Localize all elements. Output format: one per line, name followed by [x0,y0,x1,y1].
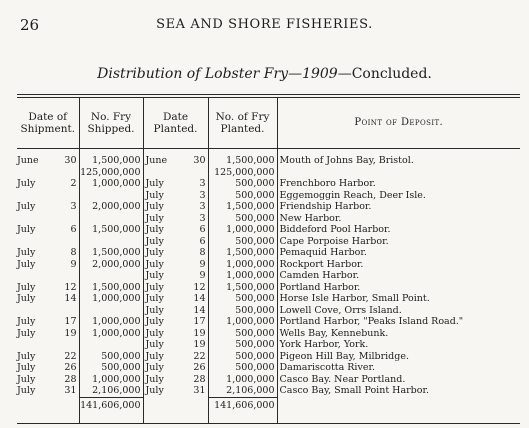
plant-month-cell: July [145,212,164,224]
table-row [17,178,520,190]
deposit-place-cell: Casco Bay, Small Point Harbor. [279,385,429,396]
plant-day-cell: 17 [179,316,208,328]
fry-planted-cell: 1,500,000 [208,247,277,259]
ship-day-cell [57,213,79,225]
ship-month-cell: July [17,178,36,189]
plant-month-cell: July [145,258,164,270]
ship-day-cell [57,339,79,351]
fry-planted-cell: 500,000 [208,351,277,363]
fry-planted-cell: 1,500,000 [208,201,277,213]
ship-day-cell: 31 [57,385,79,397]
fry-planted-cell: 500,000 [208,339,277,351]
totals-blank-cell [17,397,57,423]
totals-blank-cell [57,397,79,423]
table-row [17,213,520,225]
plant-month-cell: July [145,247,164,258]
fry-planted-cell: 500,000 [208,293,277,305]
ship-day-cell [57,190,79,202]
deposit-place-cell: Pemaquid Harbor. [279,247,367,258]
fry-shipped-cell: 500,000 [79,351,143,363]
ship-day-cell [57,236,79,248]
ship-day-cell: 9 [57,259,79,271]
ship-day-cell: 12 [57,282,79,294]
ship-month-cell: July [17,316,36,327]
plant-month-cell: July [145,327,164,339]
fry-planted-cell: 1,000,000 [208,374,277,386]
plant-month-cell: July [145,281,164,293]
ship-month-cell: July [17,362,36,373]
plant-month-cell: July [145,201,164,212]
plant-month-cell: July [145,316,164,327]
ship-month-cell [17,236,57,248]
fry-shipped-cell: 1,000,000 [79,328,143,340]
fry-shipped-cell: 1,000,000 [79,178,143,190]
fry-planted-cell: 1,000,000 [208,224,277,236]
plant-month-cell: June [145,155,168,166]
plant-month-cell: July [145,350,164,362]
ship-day-cell: 3 [57,201,79,213]
plant-month-cell [143,167,179,179]
plant-month-cell: July [145,385,164,396]
table-row [17,236,520,248]
fry-shipped-cell [79,213,143,225]
ship-month-cell [17,190,57,202]
fry-shipped-cell: 2,000,000 [79,201,143,213]
deposit-place-cell: Cape Porpoise Harbor. [279,235,389,247]
plant-day-cell: 26 [179,362,208,374]
table-row [17,305,520,317]
ship-month-cell: July [17,281,36,293]
deposit-place-cell: Biddeford Pool Harbor. [279,224,391,235]
fry-planted-cell: 500,000 [208,213,277,225]
fry-planted-cell: 500,000 [208,236,277,248]
table-row [17,339,520,351]
ship-month-cell: July [17,293,36,304]
header-date-of-shipment: Date of Shipment. [17,98,79,149]
table-row [17,190,520,202]
fry-planted-cell: 2,106,000 [208,385,277,397]
fry-shipped-cell: 1,500,000 [79,149,143,167]
plant-month-cell: July [145,304,164,316]
deposit-place-cell: Portland Harbor, "Peaks Island Road." [279,316,464,327]
totals-row [17,397,520,423]
plant-day-cell: 3 [179,178,208,190]
table-row [17,224,520,236]
ship-month-cell: July [17,224,36,235]
fry-shipped-cell: 1,000,000 [79,316,143,328]
lobster-fry-table [17,94,520,424]
plant-day-cell: 28 [179,374,208,386]
fry-planted-cell: 1,500,000 [208,282,277,294]
deposit-place-cell: Rockport Harbor. [279,258,364,270]
total-fry-planted: 141,606,000 [208,397,277,423]
table-row [17,316,520,328]
fry-shipped-cell [79,190,143,202]
fry-shipped-cell: 1,000,000 [79,293,143,305]
plant-day-cell: 19 [179,328,208,340]
plant-day-cell: 22 [179,351,208,363]
ship-day-cell: 19 [57,328,79,340]
deposit-place-cell: New Harbor. [279,212,342,224]
deposit-place-cell: Portland Harbor. [279,281,361,293]
plant-day-cell: 14 [179,305,208,317]
deposit-place-cell: Casco Bay. Near Portland. [279,373,406,385]
plant-day-cell: 31 [179,385,208,397]
table-caption [0,66,529,82]
plant-month-cell: July [145,178,164,189]
deposit-place-cell: Lowell Cove, Orrs Island. [279,304,402,316]
plant-day-cell [179,167,208,179]
total-fry-shipped: 141,606,000 [79,397,143,423]
deposit-place-cell: Horse Isle Harbor, Small Point. [279,293,430,304]
deposit-place-cell [277,167,520,179]
ship-day-cell: 8 [57,247,79,259]
totals-blank-cell [179,397,208,423]
fry-planted-cell: 1,000,000 [208,316,277,328]
ship-day-cell: 30 [57,149,79,167]
ship-day-cell [57,305,79,317]
table-row [17,259,520,271]
fry-shipped-cell: 1,500,000 [79,247,143,259]
fry-planted-cell: 500,000 [208,178,277,190]
fry-shipped-cell: 125,000,000 [79,167,143,179]
plant-month-cell: July [145,293,164,304]
fry-shipped-cell: 1,500,000 [79,224,143,236]
ship-month-cell [17,339,57,351]
table-row [17,247,520,259]
ship-day-cell [57,167,79,179]
fry-shipped-cell: 1,500,000 [79,282,143,294]
ship-month-cell: June [17,155,39,166]
fry-planted-cell: 1,000,000 [208,259,277,271]
ship-month-cell [17,270,57,282]
table-row [17,293,520,305]
fry-planted-cell: 1,500,000 [208,149,277,167]
plant-month-cell: July [145,235,164,247]
fry-shipped-cell [79,305,143,317]
plant-day-cell: 19 [179,339,208,351]
plant-day-cell: 9 [179,270,208,282]
deposit-place-cell: Damariscotta River. [279,362,375,373]
deposit-place-cell: York Harbor, York. [279,339,369,350]
deposit-place-cell: Camden Harbor. [279,270,360,281]
plant-month-cell: July [145,189,164,201]
ship-day-cell: 26 [57,362,79,374]
ship-month-cell: July [17,247,36,258]
deposit-place-cell: Wells Bay, Kennebunk. [279,327,389,339]
table-row [17,149,520,167]
fry-planted-cell: 1,000,000 [208,270,277,282]
ship-month-cell [17,305,57,317]
table-row [17,328,520,340]
table-row [17,385,520,397]
ship-day-cell: 14 [57,293,79,305]
plant-month-cell: July [145,339,164,350]
ship-month-cell: July [17,258,36,270]
plant-month-cell: July [145,224,164,235]
fry-shipped-cell: 2,106,000 [79,385,143,397]
plant-day-cell: 30 [179,149,208,167]
caption-title: Distribution of Lobster Fry—1909— [97,66,352,82]
table-row [17,167,520,179]
ship-month-cell [17,213,57,225]
ship-month-cell: July [17,350,36,362]
fry-shipped-cell: 2,000,000 [79,259,143,271]
fry-planted-cell: 500,000 [208,305,277,317]
ship-month-cell [17,167,57,179]
deposit-place-cell: Pigeon Hill Bay, Milbridge. [279,350,409,362]
header-no-fry-shipped: No. Fry Shipped. [79,98,143,149]
ship-month-cell: July [17,327,36,339]
ship-day-cell [57,270,79,282]
ship-day-cell: 28 [57,374,79,386]
fry-planted-cell: 500,000 [208,362,277,374]
fry-planted-cell: 125,000,000 [208,167,277,179]
deposit-place-cell: Friendship Harbor. [279,201,372,212]
table-row [17,362,520,374]
table-row [17,282,520,294]
deposit-place-cell: Eggemoggin Reach, Deer Isle. [279,189,426,201]
plant-day-cell: 6 [179,224,208,236]
header-date-planted: Date Planted. [143,98,208,149]
header-no-fry-planted: No. of Fry Planted. [208,98,277,149]
ship-month-cell: July [17,385,36,396]
page-number: 26 [20,16,40,34]
ship-day-cell: 6 [57,224,79,236]
deposit-place-cell: Mouth of Johns Bay, Bristol. [279,155,414,166]
plant-month-cell: July [145,373,164,385]
running-head: SEA AND SHORE FISHERIES. [156,17,373,32]
fry-shipped-cell: 500,000 [79,362,143,374]
fry-planted-cell: 500,000 [208,190,277,202]
fry-planted-cell: 500,000 [208,328,277,340]
plant-day-cell: 8 [179,247,208,259]
plant-day-cell: 6 [179,236,208,248]
ship-day-cell: 22 [57,351,79,363]
plant-day-cell: 3 [179,213,208,225]
plant-month-cell: July [145,362,164,373]
totals-blank-cell [277,397,520,423]
header-point-of-deposit: Point of Deposit. [277,98,520,149]
totals-blank-cell [143,397,179,423]
table-row [17,351,520,363]
ship-day-cell: 2 [57,178,79,190]
caption-concluded: Concluded. [351,66,432,82]
ship-month-cell: July [17,201,36,212]
plant-day-cell: 9 [179,259,208,271]
fry-shipped-cell: 1,000,000 [79,374,143,386]
plant-month-cell: July [145,270,164,281]
fry-shipped-cell [79,270,143,282]
table-row [17,270,520,282]
plant-day-cell: 12 [179,282,208,294]
table-row [17,201,520,213]
fry-shipped-cell [79,236,143,248]
plant-day-cell: 3 [179,201,208,213]
plant-day-cell: 14 [179,293,208,305]
ship-day-cell: 17 [57,316,79,328]
deposit-place-cell: Frenchboro Harbor. [279,178,376,189]
plant-day-cell: 3 [179,190,208,202]
ship-month-cell: July [17,373,36,385]
table-row [17,374,520,386]
header-row [17,98,520,149]
fry-shipped-cell [79,339,143,351]
table-bottom-rule [17,423,520,424]
